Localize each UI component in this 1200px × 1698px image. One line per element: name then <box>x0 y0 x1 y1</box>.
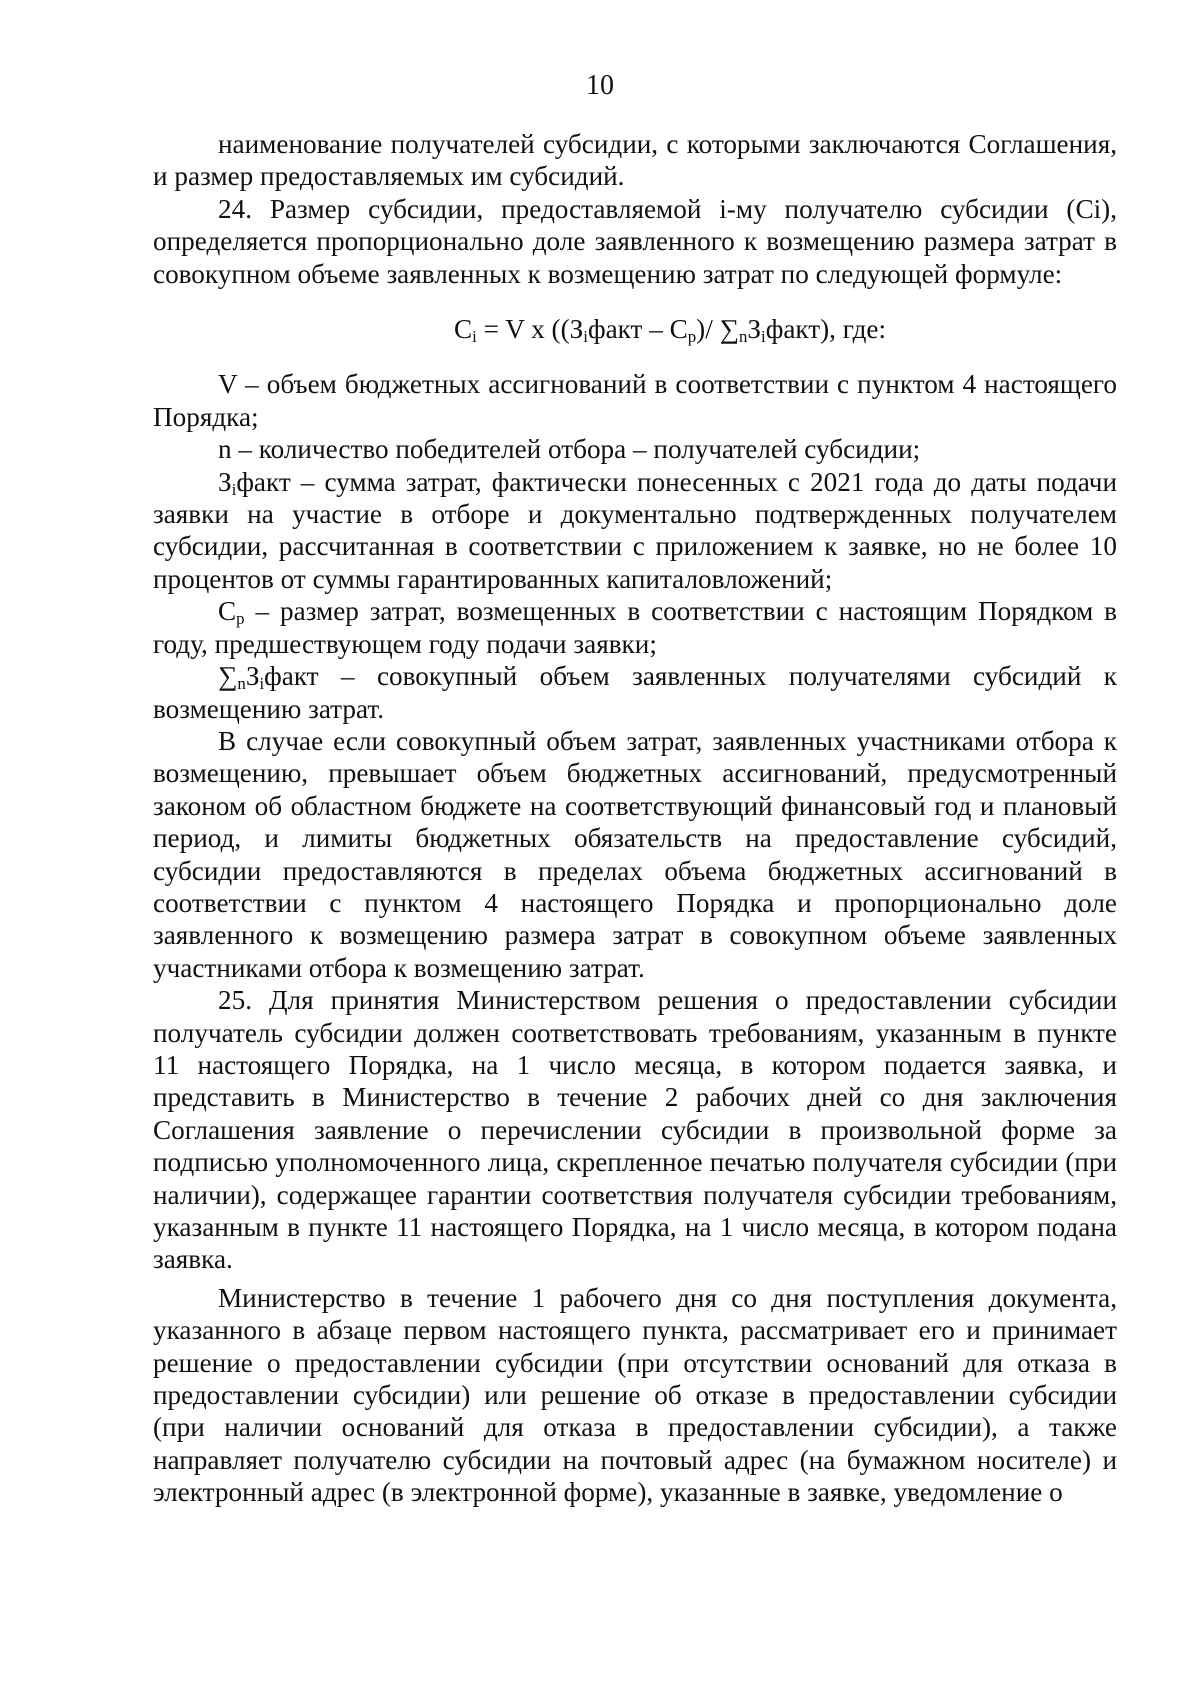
formula-part3: )/ ∑ <box>696 314 739 345</box>
paragraph-ministry: Министерство в течение 1 рабочего дня со дня поступления документа, указанного в абзаце первом настоящего пункта, рассматривает его и принимает решение о предоставлении субсидии (при отсутствии оснований для отказа в предоставлении субсидии) или решение об отказе в предоставлении субсидии (при наличии оснований для отказа в предоставлении субсидии), а также направляет получателю субсидии на почтовый адрес (на бумажном носителе) и электронный адрес (в электронной форме), указанные в заявке, уведомление о <box>153 1282 1117 1508</box>
def-z-sub: i <box>231 479 237 499</box>
def-cp-main: C <box>218 596 237 627</box>
def-z-main: З <box>218 466 232 497</box>
paragraph-25: 25. Для принятия Министерством решения о предоставлении субсидии получатель субсидии должен соответствовать требованиям, указанным в пункте 11 настоящего Порядка, на 1 число месяца, в котором подается заявка, и представить в Министерство в течение 2 рабочих дней со дня заключения Соглашения заявление о перечислении субсидии в произвольной форме за подписью уполномоченного лица, скрепленное печатью получателя субсидии (при наличии), содержащее гарантии соответствия получателя субсидии требованиям, указанным в пункте 11 настоящего Порядка, на 1 число месяца, в котором подана заявка. <box>153 985 1117 1275</box>
def-cp-sub: p <box>236 609 245 629</box>
def-sum-main: ∑ <box>218 661 238 692</box>
formula-part2: факт – C <box>587 314 688 345</box>
def-sum-z: З <box>245 661 260 692</box>
formula-part1: = V x ((З <box>476 314 584 345</box>
formula-z-sub1: i <box>583 327 588 347</box>
definition-v: V – объем бюджетных ассигнований в соответствии с пунктом 4 настоящего Порядка; <box>153 369 1117 432</box>
paragraph-case: В случае если совокупный объем затрат, заявленных участниками отбора к возмещению, превышает объем бюджетных ассигнований, предусмотренный законом об областном бюджете на соответствующий финансовый год и плановый период, и лимиты бюджетных обязательств на предоставление субсидий, субсидии предоставляются в пределах объема бюджетных ассигнований в соответствии с пунктом 4 настоящего Порядка и пропорционально доле заявленного к возмещению размера затрат в совокупном объеме заявленных участниками отбора к возмещению затрат. <box>153 725 1117 983</box>
formula-c-sub: i <box>472 327 477 347</box>
definition-n: n – количество победителей отбора – получателей субсидии; <box>218 434 921 465</box>
def-sum-sub-n: n <box>237 674 246 694</box>
formula-cp-sub: p <box>687 327 697 347</box>
def-z-rest: факт – сумма затрат, фактически понесенных с 2021 года до даты подачи заявки на участие в отборе и документально подтвержденных получателем субсидии, рассчитанная в соответствии с приложением к заявке, но не более 10 процентов от суммы гарантированных капиталовложений; <box>153 466 1117 594</box>
document-body <box>153 128 1117 1509</box>
def-sum-sub-i: i <box>259 674 265 694</box>
def-sum-rest: факт – совокупный объем заявленных получателями субсидий к возмещению затрат. <box>153 661 1117 724</box>
subsidy-formula <box>223 313 1117 345</box>
formula-part4: З <box>747 314 762 345</box>
definition-z-fact <box>153 466 1117 596</box>
formula-n-sub: n <box>738 327 748 347</box>
formula-z-sub2: i <box>761 327 766 347</box>
paragraph-continued: наименование получателей субсидии, с которыми заключаются Соглашения, и размер предоставляемых им субсидий. <box>153 129 1117 192</box>
formula-c: C <box>453 314 473 345</box>
page-number: 10 <box>586 70 614 101</box>
definition-sum <box>153 660 1117 725</box>
formula-part5: факт), где: <box>765 314 887 345</box>
definition-cp <box>153 595 1117 660</box>
def-cp-rest: – размер затрат, возмещенных в соответствии с настоящим Порядком в году, предшествующем году подачи заявки; <box>153 596 1117 659</box>
paragraph-24: 24. Размер субсидии, предоставляемой i-му получателю субсидии (Ci), определяется пропорционально доле заявленного к возмещению размера затрат в совокупном объеме заявленных к возмещению затрат по следующей формуле: <box>153 193 1117 289</box>
